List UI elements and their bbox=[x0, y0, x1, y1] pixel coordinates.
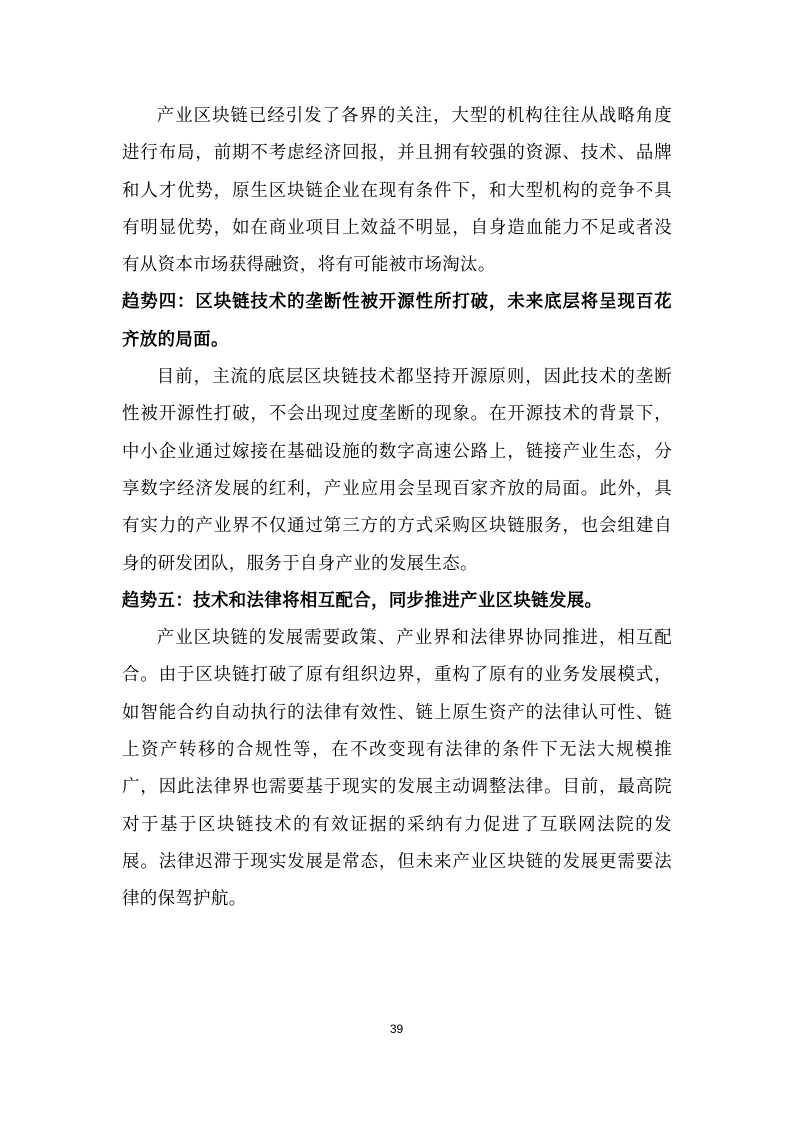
page-number: 39 bbox=[389, 1022, 404, 1036]
paragraph-open-source: 目前，主流的底层区块链技术都坚持开源原则，因此技术的垄断性被开源性打破，不会出现过度垄断的现象。在开源技术的背景下，中小企业通过嫁接在基础设施的数字高速公路上，链接产业生态，分享数字经济发展的红利，产业应用会呈现百家齐放的局面。此外，具有实力的产业界不仅通过第三方的方式采购区块链服务，也会组建自身的研发团队，服务于自身产业的发展生态。 bbox=[122, 367, 672, 574]
heading-trend-four: 趋势四：区块链技术的垄断性被开源性所打破，未来底层将呈现百花齐放的局面。 bbox=[122, 292, 672, 350]
page-body bbox=[122, 98, 672, 919]
paragraph-market-competition: 产业区块链已经引发了各界的关注，大型的机构往往从战略角度进行布局，前期不考虑经济回报，并且拥有较强的资源、技术、品牌和人才优势，原生区块链企业在现有条件下，和大型机构的竞争不具有明显优势，如在商业项目上效益不明显，自身造血能力不足或者没有从资本市场获得融资，将有可能被市场淘汰。 bbox=[122, 106, 672, 276]
heading-trend-five: 趋势五：技术和法律将相互配合，同步推进产业区块链发展。 bbox=[122, 590, 603, 611]
paragraph-law-coordination: 产业区块链的发展需要政策、产业界和法律界协同推进，相互配合。由于区块链打破了原有组织边界，重构了原有的业务发展模式，如智能合约自动执行的法律有效性、链上原生资产的法律认可性、链上资产转移的合规性等，在不改变现有法律的条件下无法大规模推广，因此法律界也需要基于现实的发展主动调整法律。目前，最高院对于基于区块链技术的有效证据的采纳有力促进了互联网法院的发展。法律迟滞于现实发展是常态，但未来产业区块链的发展更需要法律的保驾护航。 bbox=[122, 628, 672, 910]
